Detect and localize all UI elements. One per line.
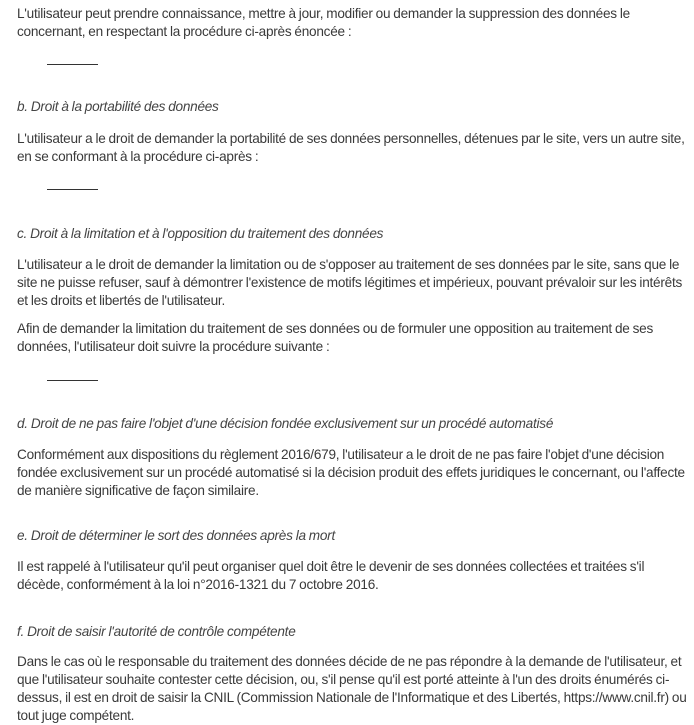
section-d-heading: d. Droit de ne pas faire l'objet d'une décision fondée exclusivement sur un procédé automatisé [17, 416, 554, 431]
section-a-body: L'utilisateur peut prendre connaissance, mettre à jour, modifier ou demander la suppression des données le concernant, en respectant la procédure ci-après énoncée : [17, 6, 630, 39]
section-c-body-1: L'utilisateur a le droit de demander la limitation ou de s'opposer au traitement de ses données par le site, sans que le site ne puisse refuser, sauf à démontrer l'existence de motifs légitimes et impérieux, pouvant prévaloir sur les intérêts et les droits et libertés de l'utilisateur. [17, 257, 683, 308]
section-e-body: Il est rappelé à l'utilisateur qu'il peut organiser quel doit être le devenir de ses données collectées et traitées s'il décède, conformément à la loi n°2016-1321 du 7 octobre 2016. [17, 559, 645, 592]
section-b-heading: b. Droit à la portabilité des données [17, 99, 219, 114]
procedure-blank-a [47, 64, 98, 65]
section-e-heading: e. Droit de déterminer le sort des données après la mort [17, 528, 335, 543]
section-c-heading: c. Droit à la limitation et à l'opposition du traitement des données [17, 226, 384, 241]
procedure-blank-c [47, 380, 98, 381]
section-b-body: L'utilisateur a le droit de demander la portabilité de ses données personnelles, détenues par le site, vers un autre site, en se conformant à la procédure ci-après : [17, 131, 685, 164]
section-d-body: Conformément aux dispositions du règlement 2016/679, l'utilisateur a le droit de ne pas faire l'objet d'une décision fondée exclusivement sur un procédé automatisé si la décision produit des effets juridiques le concernant, ou l'affecte de manière significative de façon similaire. [17, 447, 685, 498]
section-f-heading: f. Droit de saisir l'autorité de contrôle compétente [17, 624, 296, 639]
section-c-body-2: Afin de demander la limitation du traitement de ses données ou de formuler une opposition au traitement de ses données, l'utilisateur doit suivre la procédure suivante : [17, 321, 654, 354]
procedure-blank-b [47, 189, 98, 190]
section-f-body: Dans le cas où le responsable du traitement des données décide de ne pas répondre à la demande de l'utilisateur, et que l'utilisateur souhaite contester cette décision, ou, s'il pense qu'il est porté atteinte à l'un des droits énumérés ci-dessus, il est en droit de saisir la CNIL (Commission Nationale de l'Informatique et des Libertés, https://www.cnil.fr) ou tout juge compétent. [17, 654, 687, 723]
